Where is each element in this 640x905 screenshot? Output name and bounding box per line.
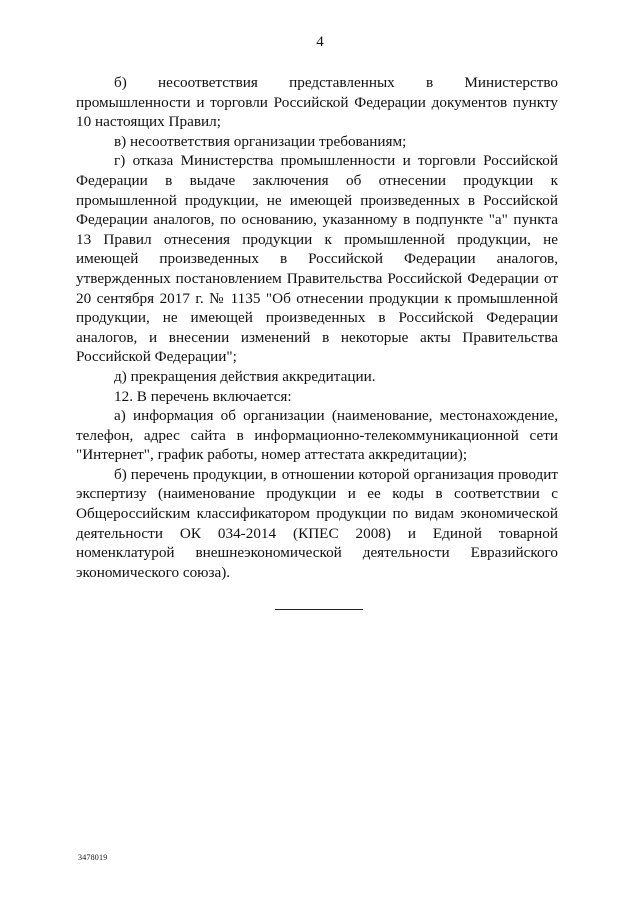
paragraph-item-b-product-list: б) перечень продукции, в отношении которой организация проводит экспертизу (наименование продукции и ее коды в соответствии с Общероссийским классификатором продукции по видам экономической деятельности ОК 034-2014 (КПЕС 2008) и Единой товарной номенклатурой внешнеэкономической деятельности Евразийского экономического союза). [76,465,558,581]
paragraph-point-12-heading: 12. В перечень включается: [114,387,292,405]
end-separator-line [275,609,363,610]
document-code: 3478019 [78,853,108,862]
document-body [76,73,558,582]
paragraph-item-v-inconsistency-requirements: в) несоответствия организации требованиям; [114,132,407,150]
paragraph-item-d-accreditation-termination: д) прекращения действия аккредитации. [114,367,376,385]
paragraph-item-b-inconsistency-documents: б) несоответствия представленных в Министерство промышленности и торговли Российской Федерации документов пункту 10 настоящих Правил; [76,74,558,131]
paragraph-item-a-organization-info: а) информация об организации (наименование, местонахождение, телефон, адрес сайта в информационно-телекоммуникационной сети "Интернет", график работы, номер аттестата аккредитации); [76,407,558,464]
paragraph-item-g-ministry-refusal: г) отказа Министерства промышленности и торговли Российской Федерации в выдаче заключения об отнесении продукции к промышленной продукции, не имеющей произведенных в Российской Федерации аналогов, по основанию, указанному в подпункте "а" пункта 13 Правил отнесения продукции к промышленной продукции, не имеющей произведенных в Российской Федерации аналогов, утвержденных постановлением Правительства Российской Федерации от 20 сентября 2017 г. № 1135 "Об отнесении продукции к промышленной продукции, не имеющей произведенных в Российской Федерации аналогов, и внесении изменений в некоторые акты Правительства Российской Федерации"; [76,152,558,366]
page-number: 4 [316,34,324,50]
